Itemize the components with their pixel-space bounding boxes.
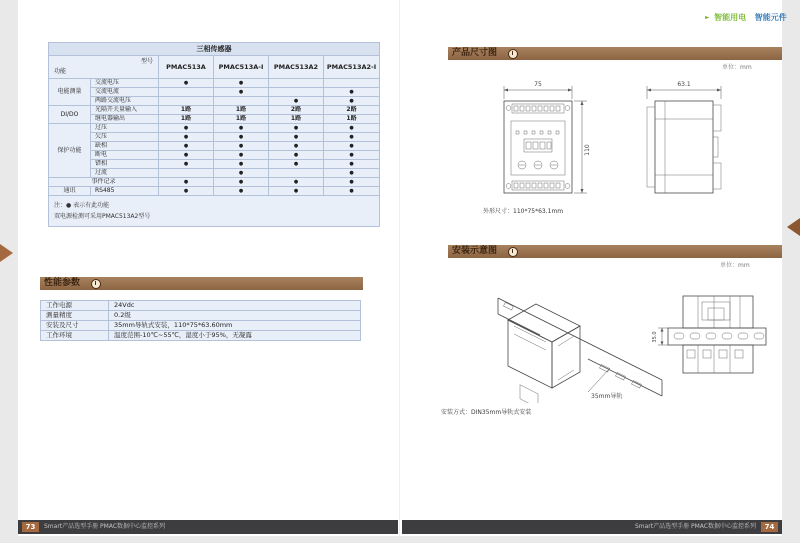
front-view	[504, 81, 591, 193]
dimension-caption: 外形尺寸：110*75*63.1mm	[483, 208, 564, 215]
params-row	[41, 321, 361, 331]
section-title-dimensions: 产品尺寸图	[452, 48, 498, 58]
dim-front-width: 75	[534, 81, 542, 88]
spec-corner-cell	[49, 56, 159, 79]
spec-value-cell: 2路	[324, 106, 380, 115]
param-label: 测量精度	[41, 311, 109, 321]
spec-value-cell: ●	[214, 142, 269, 151]
spec-value-cell	[159, 169, 214, 178]
spec-row	[49, 88, 380, 97]
spec-value-cell	[324, 79, 380, 88]
spec-value-cell: ●	[159, 124, 214, 133]
spec-group-cell: 通讯	[49, 187, 91, 196]
spec-row	[49, 178, 380, 187]
din-rail-cross-view	[652, 296, 766, 373]
left-edge-arrow-icon	[0, 244, 13, 262]
spec-value-cell	[159, 88, 214, 97]
spec-value-cell: ●	[214, 79, 269, 88]
install-caption: 安装方式：DIN35mm导轨式安装	[441, 409, 532, 416]
spec-value-cell: ●	[269, 160, 324, 169]
corner-model-label: 型号	[140, 58, 153, 65]
page-number: 74	[761, 522, 778, 532]
page-number: 73	[22, 522, 39, 532]
section-clock-icon	[91, 279, 101, 289]
spec-model-header: PMAC513A2-I	[324, 56, 380, 79]
spec-note-line: 双电源检测可采用PMAC513A2型号	[54, 213, 151, 220]
spec-value-cell: ●	[159, 79, 214, 88]
params-row	[41, 331, 361, 341]
spec-value-cell: ●	[269, 151, 324, 160]
spec-value-cell: ●	[214, 133, 269, 142]
section-clock-icon	[508, 247, 518, 257]
category-secondary: 智能元件	[754, 13, 787, 22]
param-value: 35mm导轨式安装，110*75*63.60mm	[109, 321, 361, 331]
param-label: 安装及尺寸	[41, 321, 109, 331]
param-value: 温度范围-10℃~55℃，湿度小于95%，无凝露	[109, 331, 361, 341]
spec-value-cell: ●	[214, 88, 269, 97]
spec-row	[49, 124, 380, 133]
spec-table	[48, 42, 380, 227]
right-edge-arrow-icon	[787, 218, 800, 236]
spec-value-cell: ●	[324, 178, 380, 187]
spec-row	[49, 187, 380, 196]
dim-side-width: 63.1	[677, 81, 691, 88]
spec-value-cell: ●	[324, 124, 380, 133]
spec-note-line: 注：● 表示有此功能	[54, 202, 110, 209]
spec-value-cell: ●	[159, 142, 214, 151]
spec-value-cell: ●	[159, 178, 214, 187]
spec-value-cell: ●	[324, 133, 380, 142]
spec-row	[49, 151, 380, 160]
spec-row	[49, 79, 380, 88]
spec-value-cell: ●	[214, 124, 269, 133]
spec-feature-label: 光隔开关量输入	[91, 106, 159, 115]
spec-model-header: PMAC513A-I	[214, 56, 269, 79]
dim-front-height: 110	[584, 144, 591, 156]
spec-value-cell: ●	[324, 142, 380, 151]
spec-value-cell: 1路	[269, 115, 324, 124]
spec-value-cell: 1路	[214, 106, 269, 115]
unit-label: 单位：mm	[722, 64, 752, 71]
dim-rail-width: 35.0	[652, 331, 658, 343]
spec-value-cell: 1路	[214, 115, 269, 124]
spec-value-cell: ●	[159, 151, 214, 160]
spec-value-cell: ●	[214, 151, 269, 160]
spec-value-cell: ●	[269, 97, 324, 106]
category-primary: 智能用电	[714, 13, 747, 22]
spec-model-header: PMAC513A2	[269, 56, 324, 79]
spec-notes	[49, 196, 380, 227]
spec-group-cell: 保护功能	[49, 124, 91, 178]
spec-value-cell: ●	[214, 187, 269, 196]
spec-group-cell: 电能测量	[49, 79, 91, 106]
spec-row	[49, 160, 380, 169]
spec-feature-label: 欠压	[91, 133, 159, 142]
params-table	[40, 300, 361, 341]
spec-value-cell: ●	[324, 169, 380, 178]
din-rail-isometric-view	[498, 298, 662, 403]
section-title-install: 安装示意图	[452, 246, 498, 256]
spec-value-cell: ●	[324, 97, 380, 106]
corner-function-label: 功能	[54, 68, 67, 75]
footer-text: Smart产品选型手册 PMAC数据中心监控系列	[634, 523, 756, 530]
spec-row	[49, 142, 380, 151]
category-bullet-icon: ►	[705, 14, 710, 21]
spec-value-cell: ●	[324, 187, 380, 196]
category-strip	[705, 12, 787, 23]
param-label: 工作环境	[41, 331, 109, 341]
installation-diagram	[440, 268, 770, 403]
spec-value-cell: 2路	[269, 106, 324, 115]
spec-value-cell: ●	[269, 187, 324, 196]
spec-feature-label: 过压	[91, 124, 159, 133]
spec-value-cell: ●	[214, 169, 269, 178]
spec-row	[49, 106, 380, 115]
footer-right	[402, 520, 782, 534]
spec-value-cell	[269, 169, 324, 178]
unit-label: 单位：mm	[720, 262, 750, 269]
spec-value-cell	[214, 97, 269, 106]
spec-group-cell: DI/DO	[49, 106, 91, 124]
spec-value-cell: ●	[269, 178, 324, 187]
spec-feature-label: 过流	[91, 169, 159, 178]
param-value: 0.2级	[109, 311, 361, 321]
spec-feature-label: 断电	[91, 151, 159, 160]
spec-row	[49, 133, 380, 142]
product-dimension-diagram	[468, 75, 768, 205]
spec-value-cell: ●	[324, 151, 380, 160]
page-fold-line	[399, 0, 400, 536]
params-row	[41, 301, 361, 311]
spec-row	[49, 115, 380, 124]
spec-value-cell: ●	[214, 160, 269, 169]
spec-value-cell: ●	[269, 124, 324, 133]
spec-value-cell: ●	[269, 142, 324, 151]
spec-value-cell: ●	[214, 178, 269, 187]
spec-value-cell: 1路	[159, 115, 214, 124]
spec-value-cell: ●	[324, 88, 380, 97]
section-clock-icon	[508, 49, 518, 59]
spec-group-cell: 事件记录	[49, 178, 159, 187]
spec-feature-label: 交流电流	[91, 88, 159, 97]
spec-value-cell: 1路	[324, 115, 380, 124]
side-view	[647, 81, 721, 193]
section-bar-params	[40, 277, 363, 290]
spec-value-cell: ●	[269, 133, 324, 142]
rail-annotation: 35mm导轨	[591, 393, 623, 400]
spec-feature-label: 两路交流电压	[91, 97, 159, 106]
spec-row	[49, 169, 380, 178]
spec-value-cell: ●	[159, 187, 214, 196]
spec-value-cell: ●	[159, 160, 214, 169]
spec-value-cell	[269, 88, 324, 97]
spec-value-cell	[269, 79, 324, 88]
spec-feature-label: 交流电压	[91, 79, 159, 88]
spec-model-header: PMAC513A	[159, 56, 214, 79]
footer-left	[18, 520, 398, 534]
footer-text: Smart产品选型手册 PMAC数据中心监控系列	[44, 523, 166, 530]
spec-row	[49, 97, 380, 106]
param-label: 工作电源	[41, 301, 109, 311]
spec-feature-label: 错相	[91, 160, 159, 169]
section-bar-dimensions	[448, 47, 782, 60]
spec-value-cell: 1路	[159, 106, 214, 115]
spec-feature-label: RS485	[91, 187, 159, 196]
spec-feature-label: 缺相	[91, 142, 159, 151]
section-bar-install	[448, 245, 782, 258]
section-title-params: 性能参数	[44, 278, 81, 288]
spec-value-cell	[159, 97, 214, 106]
spec-value-cell: ●	[159, 133, 214, 142]
spec-table-title: 三相传感器	[49, 43, 380, 56]
params-row	[41, 311, 361, 321]
spec-feature-label: 继电器输出	[91, 115, 159, 124]
spec-value-cell: ●	[324, 160, 380, 169]
param-value: 24Vdc	[109, 301, 361, 311]
